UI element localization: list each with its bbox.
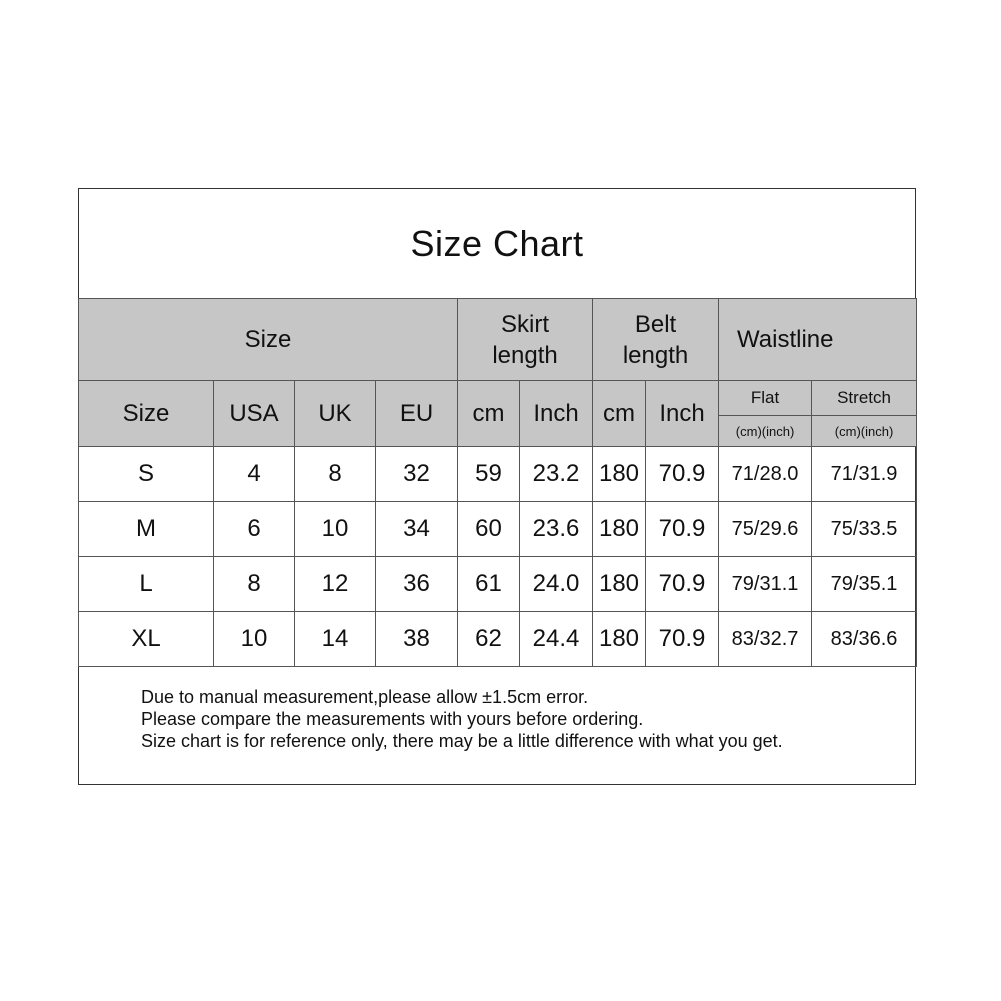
- cell-belt-cm: 180: [593, 612, 646, 667]
- cell-waist-stretch: 79/35.1: [812, 557, 917, 612]
- cell-uk: 10: [295, 502, 376, 557]
- table-row: [79, 612, 917, 667]
- cell-usa: 6: [214, 502, 295, 557]
- cell-size: L: [79, 557, 214, 612]
- cell-eu: 32: [376, 447, 458, 502]
- cell-waist-stretch: 71/31.9: [812, 447, 917, 502]
- col-eu: EU: [376, 381, 458, 447]
- col-belt-inch: Inch: [646, 381, 719, 447]
- cell-skirt-inch: 24.0: [520, 557, 593, 612]
- col-waist-stretch-units: (cm)(inch): [812, 416, 917, 447]
- cell-uk: 8: [295, 447, 376, 502]
- cell-belt-inch: 70.9: [646, 557, 719, 612]
- table-row: [79, 557, 917, 612]
- cell-uk: 14: [295, 612, 376, 667]
- header-belt-length: [593, 299, 719, 381]
- cell-usa: 8: [214, 557, 295, 612]
- cell-size: S: [79, 447, 214, 502]
- note-line: Due to manual measurement,please allow ±1.5cm error.: [141, 687, 589, 707]
- cell-uk: 12: [295, 557, 376, 612]
- header-waistline: Waistline: [719, 299, 917, 381]
- cell-belt-inch: 70.9: [646, 612, 719, 667]
- cell-waist-stretch: 83/36.6: [812, 612, 917, 667]
- note-line: Size chart is for reference only, there may be a little difference with what you get.: [141, 731, 783, 751]
- header-skirt-line1: Skirt: [501, 310, 549, 338]
- header-row-groups: [79, 299, 917, 381]
- col-size: Size: [79, 381, 214, 447]
- header-skirt-length: [458, 299, 593, 381]
- cell-waist-stretch: 75/33.5: [812, 502, 917, 557]
- size-chart-frame: [78, 188, 916, 785]
- measurement-notes: [141, 686, 783, 752]
- cell-waist-flat: 71/28.0: [719, 447, 812, 502]
- title-band: [79, 189, 915, 299]
- header-skirt-line2: length: [492, 341, 558, 369]
- cell-eu: 34: [376, 502, 458, 557]
- cell-waist-flat: 83/32.7: [719, 612, 812, 667]
- cell-skirt-cm: 62: [458, 612, 520, 667]
- col-waist-flat: Flat: [719, 381, 812, 416]
- col-waist-flat-units: (cm)(inch): [719, 416, 812, 447]
- cell-eu: 36: [376, 557, 458, 612]
- col-waist-stretch: Stretch: [812, 381, 917, 416]
- table-row: [79, 447, 917, 502]
- size-table: [78, 298, 917, 667]
- cell-skirt-cm: 61: [458, 557, 520, 612]
- cell-skirt-inch: 23.2: [520, 447, 593, 502]
- col-uk: UK: [295, 381, 376, 447]
- header-size-group: Size: [79, 299, 458, 381]
- chart-title: Size Chart: [410, 223, 584, 264]
- cell-waist-flat: 79/31.1: [719, 557, 812, 612]
- note-line: Please compare the measurements with yours before ordering.: [141, 709, 644, 729]
- col-skirt-inch: Inch: [520, 381, 593, 447]
- cell-usa: 4: [214, 447, 295, 502]
- cell-skirt-cm: 59: [458, 447, 520, 502]
- header-belt-line2: length: [622, 341, 689, 369]
- cell-belt-cm: 180: [593, 557, 646, 612]
- cell-belt-cm: 180: [593, 502, 646, 557]
- table-row: [79, 502, 917, 557]
- cell-size: XL: [79, 612, 214, 667]
- header-belt-line1: Belt: [634, 310, 677, 338]
- header-row-columns: [79, 381, 917, 416]
- cell-skirt-inch: 23.6: [520, 502, 593, 557]
- col-belt-cm: cm: [593, 381, 646, 447]
- cell-belt-inch: 70.9: [646, 502, 719, 557]
- col-usa: USA: [214, 381, 295, 447]
- cell-skirt-inch: 24.4: [520, 612, 593, 667]
- col-skirt-cm: cm: [458, 381, 520, 447]
- cell-belt-inch: 70.9: [646, 447, 719, 502]
- cell-eu: 38: [376, 612, 458, 667]
- cell-skirt-cm: 60: [458, 502, 520, 557]
- cell-usa: 10: [214, 612, 295, 667]
- cell-belt-cm: 180: [593, 447, 646, 502]
- cell-waist-flat: 75/29.6: [719, 502, 812, 557]
- cell-size: M: [79, 502, 214, 557]
